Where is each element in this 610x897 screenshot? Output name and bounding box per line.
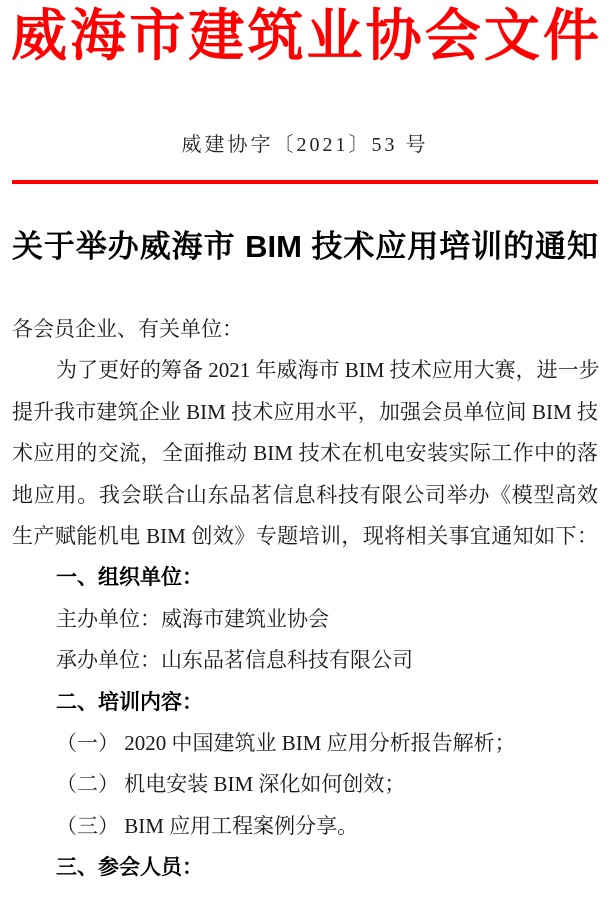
body-line: 地应用。我会联合山东品茗信息科技有限公司举办《模型高效	[12, 482, 598, 507]
document-reference-number: 威建协字〔2021〕53 号	[181, 134, 429, 156]
body-line: 为了更好的筹备 2021 年威海市 BIM 技术应用大赛，进一步	[56, 358, 600, 383]
body-line: 三、参会人员：	[56, 856, 203, 880]
body-line: 二、培训内容：	[56, 690, 203, 714]
body-line: 主办单位：威海市建筑业协会	[56, 606, 329, 631]
body-line: （二） 机电安装 BIM 深化如何创效；	[56, 772, 406, 797]
body-line: 一、组织单位：	[56, 566, 203, 590]
letterhead-title: 威海市建筑业协会文件	[11, 6, 599, 68]
body-line: 承办单位：山东品茗信息科技有限公司	[56, 648, 413, 673]
body-line: （一） 2020 中国建筑业 BIM 应用分析报告解析；	[56, 731, 516, 756]
document-body	[12, 309, 598, 889]
body-line: 各会员企业、有关单位：	[12, 317, 243, 341]
red-divider-rule	[12, 180, 598, 184]
body-line: 生产赋能机电 BIM 创效》专题培训，现将相关事宜通知如下：	[12, 524, 598, 549]
subject-title: 关于举办威海市 BIM 技术应用培训的通知	[12, 229, 598, 264]
body-line: 术应用的交流，全面推动 BIM 技术在机电安装实际工作中的落	[12, 441, 598, 466]
body-line: （三） BIM 应用工程案例分享。	[56, 813, 359, 838]
body-line: 提升我市建筑企业 BIM 技术应用水平，加强会员单位间 BIM 技	[12, 399, 598, 424]
